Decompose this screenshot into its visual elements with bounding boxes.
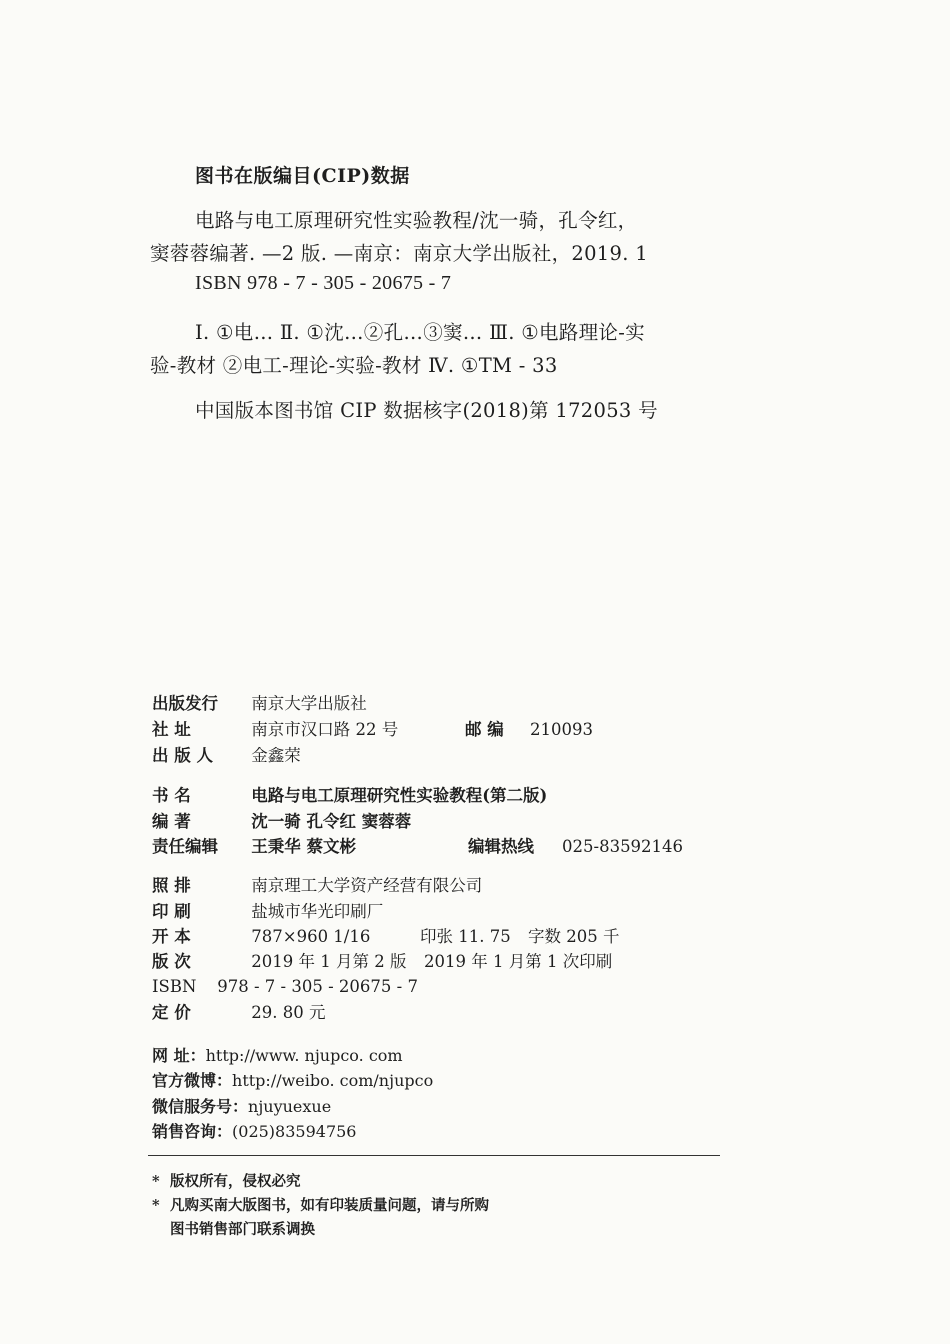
postcode-value: 210093 (530, 720, 593, 739)
sheets-value: 印张 11. 75 (420, 927, 511, 946)
sales-label: 销售咨询： (152, 1122, 233, 1141)
asterisk-icon: * (152, 1197, 160, 1214)
copyright-text: 版权所有，侵权必究 (170, 1173, 301, 1190)
imprint-row-authors (152, 811, 411, 833)
publisher-label: 出版发行 (152, 694, 218, 713)
isbn-label: ISBN (152, 977, 197, 996)
author-label: 编 著 (152, 812, 191, 831)
sales-value: (025)83594756 (232, 1122, 357, 1141)
editor-label: 责任编辑 (152, 837, 218, 856)
weibo-label: 官方微博： (152, 1071, 233, 1090)
imprint-row-publisher-person (152, 745, 301, 767)
weibo-value: http://weibo. com/njupco (232, 1071, 434, 1090)
contact-wechat (152, 1094, 331, 1117)
cip-line-publication: 窦蓉蓉编著. —2 版. —南京：南京大学出版社，2019. 1 (150, 242, 648, 265)
imprint-row-address (152, 719, 593, 741)
price-value: 29. 80 元 (251, 1003, 326, 1022)
format-label: 开 本 (152, 927, 191, 946)
imprint-row-editors (152, 836, 684, 858)
web-label: 网 址： (152, 1046, 206, 1065)
cip-classification-2: 验-教材 ②电工-理论-实验-教材 Ⅳ. ①TM - 33 (150, 354, 558, 377)
wechat-value: njuyuexue (248, 1097, 332, 1116)
editors-value: 王秉华 蔡文彬 (251, 837, 356, 856)
cip-classification-1: Ⅰ. ①电… Ⅱ. ①沈…②孔…③窦… Ⅲ. ①电路理论-实 (195, 321, 645, 344)
note-quality-cont (170, 1218, 315, 1239)
postcode-label: 邮 编 (465, 720, 504, 739)
imprint-row-printer (152, 901, 383, 923)
format-value: 787×960 1/16 (251, 927, 371, 946)
contact-weibo (152, 1068, 433, 1091)
typeset-label: 照 排 (152, 876, 191, 895)
note-quality (152, 1194, 489, 1215)
edition-label: 版 次 (152, 952, 191, 971)
hotline-label: 编辑热线 (468, 837, 534, 856)
asterisk-icon: * (152, 1173, 160, 1190)
address-label: 社 址 (152, 720, 191, 739)
price-label: 定 价 (152, 1003, 191, 1022)
cip-isbn: ISBN 978 - 7 - 305 - 20675 - 7 (195, 272, 452, 294)
isbn-value: 978 - 7 - 305 - 20675 - 7 (217, 977, 418, 996)
imprint-row-typeset (152, 875, 482, 897)
book-name-value: 电路与电工原理研究性实验教程(第二版) (251, 786, 548, 805)
publisher-value: 南京大学出版社 (251, 694, 367, 713)
cip-line-title-authors: 电路与电工原理研究性实验教程/沈一骑，孔令红， (195, 209, 638, 232)
contact-sales (152, 1119, 356, 1142)
cip-record-number: 中国版本图书馆 CIP 数据核字(2018)第 172053 号 (195, 399, 658, 422)
words-value: 字数 205 千 (528, 927, 620, 946)
authors-value: 沈一骑 孔令红 窦蓉蓉 (251, 812, 412, 831)
contact-web (152, 1043, 403, 1066)
publisher-person-value: 金鑫荣 (251, 746, 301, 765)
printing-value: 2019 年 1 月第 1 次印刷 (424, 952, 613, 971)
note-copyright (152, 1170, 301, 1191)
imprint-row-price (152, 1002, 325, 1024)
typeset-value: 南京理工大学资产经营有限公司 (251, 876, 483, 895)
divider-line (148, 1155, 720, 1156)
quality-text-line1: 凡购买南大版图书，如有印装质量问题，请与所购 (170, 1197, 489, 1214)
imprint-row-publisher (152, 693, 367, 715)
printer-value: 盐城市华光印刷厂 (251, 902, 384, 921)
web-value: http://www. njupco. com (205, 1046, 403, 1065)
edition-value: 2019 年 1 月第 2 版 (251, 952, 407, 971)
imprint-row-isbn (152, 976, 418, 998)
address-value: 南京市汉口路 22 号 (251, 720, 399, 739)
imprint-row-format (152, 926, 620, 948)
wechat-label: 微信服务号： (152, 1097, 249, 1116)
imprint-row-edition (152, 951, 613, 973)
imprint-row-book-name (152, 785, 547, 807)
hotline-value: 025-83592146 (562, 837, 684, 856)
print-label: 印 刷 (152, 902, 191, 921)
cip-title: 图书在版编目(CIP)数据 (195, 165, 410, 187)
publisher-person-label: 出 版 人 (152, 746, 213, 765)
quality-text-line2: 图书销售部门联系调换 (170, 1221, 315, 1238)
book-name-label: 书 名 (152, 786, 191, 805)
